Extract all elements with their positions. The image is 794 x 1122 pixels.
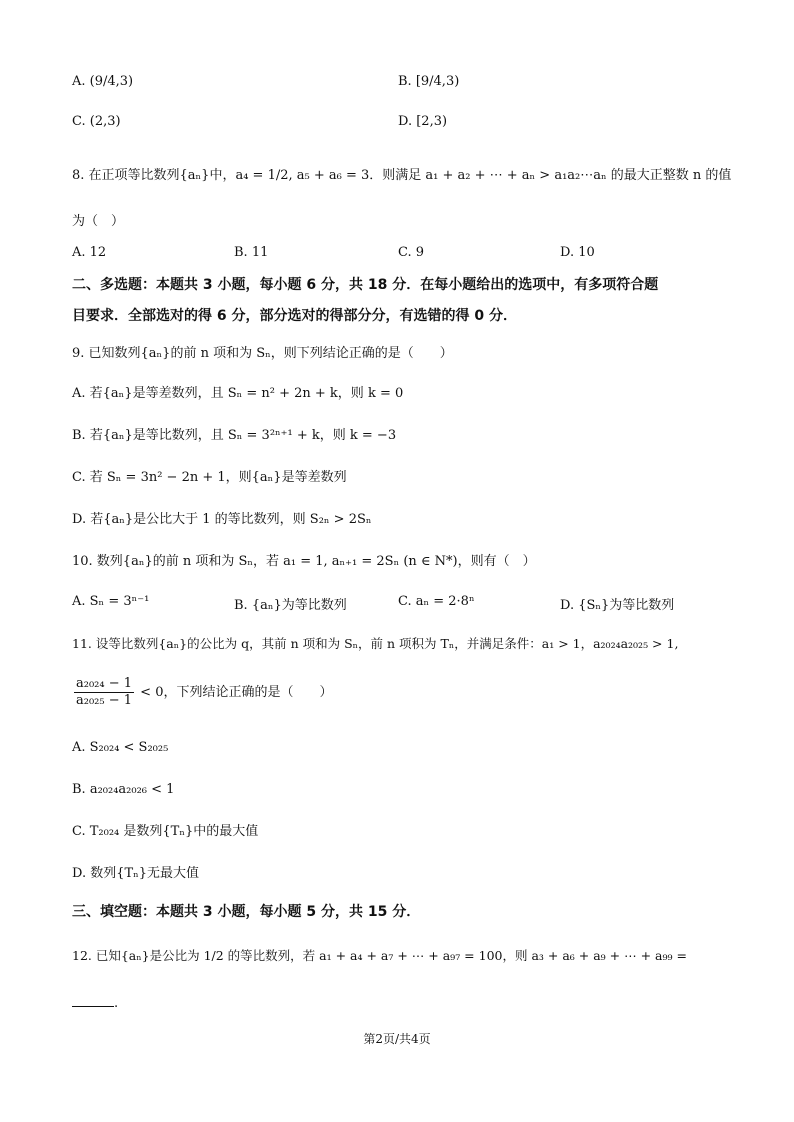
q7-option-d: D. [2,3) xyxy=(398,114,448,129)
q8-option-d: D. 10 xyxy=(560,245,595,260)
q7-option-c: C. (2,3) xyxy=(72,114,121,129)
q9-option-d: D. 若{aₙ}是公比大于 1 的等比数列，则 S₂ₙ > 2Sₙ xyxy=(72,512,372,527)
q10-option-c: C. aₙ = 2·8ⁿ xyxy=(398,594,475,609)
q12-answer-line xyxy=(72,994,118,1014)
q9-option-b: B. 若{aₙ}是等比数列，且 Sₙ = 3²ⁿ⁺¹ + k，则 k = −3 xyxy=(72,428,397,443)
q11-fraction xyxy=(74,676,134,709)
section3-heading: 三、填空题：本题共 3 小题，每小题 5 分，共 15 分． xyxy=(72,904,421,920)
q12-answer-blank[interactable] xyxy=(72,994,114,1007)
q9-option-a: A. 若{aₙ}是等差数列，且 Sₙ = n² + 2n + k，则 k = 0 xyxy=(72,386,404,401)
q10-option-d: D. {Sₙ}为等比数列 xyxy=(560,598,675,613)
q8-stem-line2: 为（ ） xyxy=(72,214,125,229)
q11-stem-tail: < 0，下列结论正确的是（ ） xyxy=(140,685,333,700)
q11-stem-line2 xyxy=(72,676,332,709)
q7-option-b: B. [9/4,3) xyxy=(398,74,460,89)
q8-option-a: A. 12 xyxy=(72,245,107,260)
q8-stem-line1: 8. 在正项等比数列{aₙ}中，a₄ = 1/2, a₅ + a₆ = 3．则满足 a₁ + a₂ + ⋯ + aₙ > a₁a₂⋯aₙ 的最大正整数 n 的值 xyxy=(72,168,732,183)
q10-option-b: B. {aₙ}为等比数列 xyxy=(234,598,347,613)
q11-option-a: A. S₂₀₂₄ < S₂₀₂₅ xyxy=(72,740,169,755)
q11-option-c: C. T₂₀₂₄ 是数列{Tₙ}中的最大值 xyxy=(72,824,259,839)
q9-stem: 9. 已知数列{aₙ}的前 n 项和为 Sₙ，则下列结论正确的是（ ） xyxy=(72,346,453,361)
q11-fraction-denominator: a₂₀₂₅ − 1 xyxy=(76,693,133,708)
section2-heading-line1: 二、多选题：本题共 3 小题，每小题 6 分，共 18 分．在每小题给出的选项中，有多项符合题 xyxy=(72,277,659,293)
q7-option-a: A. (9/4,3) xyxy=(72,74,134,89)
q10-option-a: A. Sₙ = 3ⁿ⁻¹ xyxy=(72,594,150,609)
page-footer: 第2页/共4页 xyxy=(363,1032,431,1046)
q10-stem: 10. 数列{aₙ}的前 n 项和为 Sₙ，若 a₁ = 1, aₙ₊₁ = 2Sₙ (n ∈ N*)，则有（ ） xyxy=(72,554,536,569)
q12-stem-line1: 12. 已知{aₙ}是公比为 1/2 的等比数列，若 a₁ + a₄ + a₇ + ⋯ + a₉₇ = 100，则 a₃ + a₆ + a₉ + ⋯ + a₉₉ = xyxy=(72,948,687,963)
q8-option-b: B. 11 xyxy=(234,245,269,260)
q12-period: . xyxy=(114,996,119,1011)
q11-option-b: B. a₂₀₂₄a₂₀₂₆ < 1 xyxy=(72,782,175,797)
q8-option-c: C. 9 xyxy=(398,245,425,260)
q11-option-d: D. 数列{Tₙ}无最大值 xyxy=(72,866,200,881)
q11-stem-line1: 11. 设等比数列{aₙ}的公比为 q，其前 n 项和为 Sₙ，前 n 项积为 Tₙ，并满足条件：a₁ > 1，a₂₀₂₄a₂₀₂₅ > 1, xyxy=(72,636,679,651)
q11-fraction-numerator: a₂₀₂₄ − 1 xyxy=(76,676,133,691)
section2-heading-line2: 目要求．全部选对的得 6 分，部分选对的得部分分，有选错的得 0 分． xyxy=(72,308,517,324)
q9-option-c: C. 若 Sₙ = 3n² − 2n + 1，则{aₙ}是等差数列 xyxy=(72,470,347,485)
